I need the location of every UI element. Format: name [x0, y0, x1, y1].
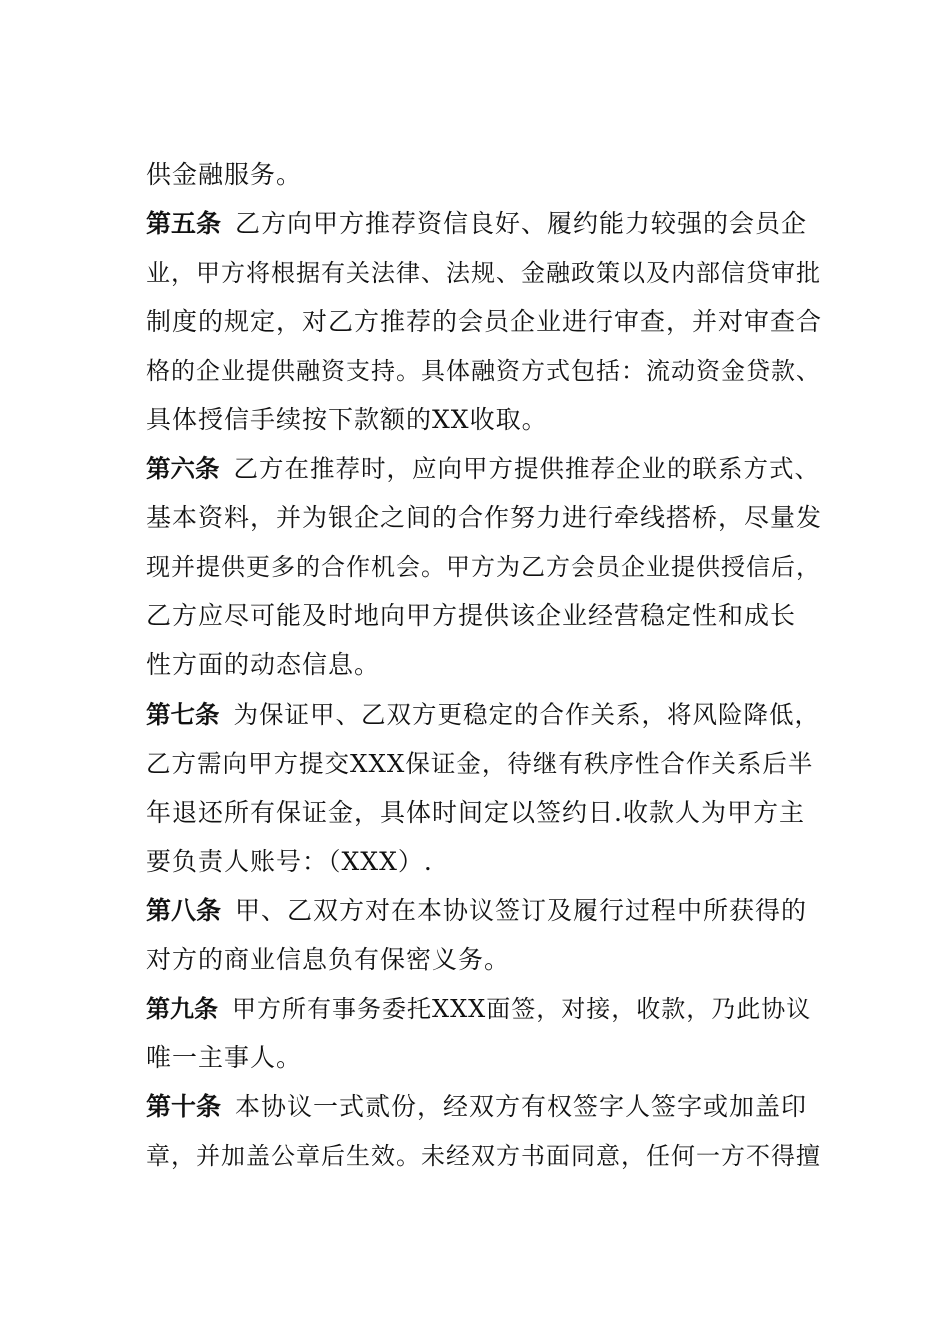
text-line: 乙方需向甲方提交XXX保证金，待继有秩序性合作关系后半	[146, 749, 814, 778]
article-heading: 第五条	[146, 209, 222, 238]
text-line: 要负责人账号：（XXX）.	[146, 847, 433, 876]
text-line: 章，并加盖公章后生效。未经双方书面同意，任何一方不得擅	[146, 1142, 821, 1170]
article-9-line: 第九条 甲方所有事务委托XXX面签，对接，收款，乃此协议	[146, 994, 812, 1023]
article-7-line: 第七条 为保证甲、乙双方更稳定的合作关系，将风险降低，	[146, 700, 820, 729]
text-line: 性方面的动态信息。	[146, 650, 381, 679]
text-line: 对方的商业信息负有保密义务。	[146, 945, 511, 974]
article-5-line: 第五条 乙方向甲方推荐资信良好、履约能力较强的会员企	[146, 209, 808, 238]
text-line: 基本资料，并为银企之间的合作努力进行牵线搭桥，尽量发	[146, 503, 823, 532]
article-heading: 第十条	[146, 1092, 222, 1121]
text-line: 年退还所有保证金，具体时间定以签约日.收款人为甲方主	[146, 798, 805, 827]
text-line: 具体授信手续按下款额的XX收取。	[146, 405, 548, 434]
text-line: 业，甲方将根据有关法律、法规、金融政策以及内部信贷审批	[146, 259, 821, 287]
text-line: 乙方应尽可能及时地向甲方提供该企业经营稳定性和成长	[146, 601, 797, 630]
article-8-line: 第八条 甲、乙双方对在本协议签订及履行过程中所获得的	[146, 896, 808, 925]
text-line: 制度的规定，对乙方推荐的会员企业进行审查，并对审查合	[146, 307, 823, 336]
text-line: 供金融服务。	[146, 160, 303, 189]
article-10-line: 第十条 本协议一式贰份，经双方有权签字人签字或加盖印	[146, 1092, 808, 1121]
article-6-line: 第六条 乙方在推荐时，应向甲方提供推荐企业的联系方式、	[146, 454, 820, 483]
text-line: 唯一主事人。	[146, 1043, 303, 1072]
article-heading: 第九条	[146, 994, 218, 1023]
article-heading: 第六条	[146, 454, 220, 483]
article-heading: 第八条	[146, 896, 222, 925]
text-line: 格的企业提供融资支持。具体融资方式包括：流动资金贷款、	[146, 357, 821, 385]
article-heading: 第七条	[146, 700, 220, 729]
text-line: 现并提供更多的合作机会。甲方为乙方会员企业提供授信后，	[146, 553, 821, 581]
